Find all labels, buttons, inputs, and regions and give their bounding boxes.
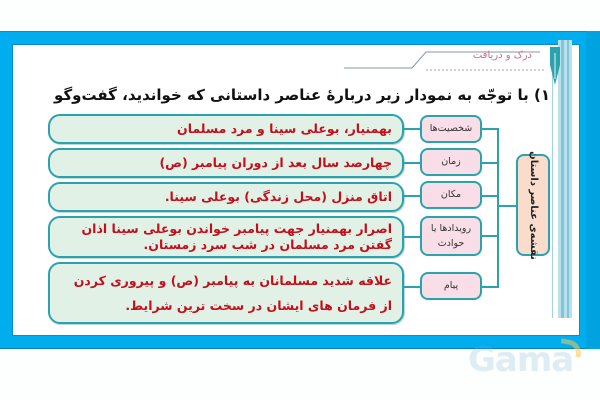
answer-text: اصرار بهمنیار جهت پیامبر خواندن بوعلی سینا اذان گفتن مرد مسلمان در شب سرد زمستان. <box>81 221 392 252</box>
connector <box>404 195 420 197</box>
pen-nib-icon <box>548 45 562 89</box>
connector <box>482 195 498 197</box>
answer-box-place <box>48 182 404 212</box>
answer-text: بهمنیار، بوعلی سینا و مرد مسلمان <box>177 121 392 137</box>
category-time: زمان <box>420 148 482 176</box>
connector <box>482 235 498 237</box>
connector <box>482 128 498 130</box>
answer-box-time <box>48 148 404 178</box>
answer-box-message <box>48 262 404 324</box>
root-node <box>516 150 550 260</box>
section-header <box>340 46 560 76</box>
watermark-logo: Gama <box>468 340 574 380</box>
answer-box-events <box>48 216 404 258</box>
trunk-line <box>497 128 499 288</box>
root-label: نقشه‌ی عناصر داستان <box>527 150 539 260</box>
connector <box>404 128 420 130</box>
answer-text: اتاق منزل (محل زندگی) بوعلی سینا. <box>164 189 392 205</box>
section-label: درک و دریافت <box>472 50 532 61</box>
question-text: ۱) با توجّه به نمودار زیر دربارهٔ عناصر داستانی که خواندید، گفت‌وگو <box>54 86 550 104</box>
category-place: مکان <box>420 181 482 209</box>
answer-text: چهارصد سال بعد از دوران پیامبر (ص) <box>159 155 392 171</box>
connector <box>404 162 420 164</box>
side-divider <box>552 50 553 318</box>
category-characters: شخصیت‌ها <box>420 115 482 143</box>
category-events: رویدادها یا حوادث <box>420 216 482 256</box>
frame-right-edge <box>586 31 600 349</box>
connector <box>404 236 420 238</box>
connector <box>404 286 420 288</box>
answer-box-characters <box>48 114 404 144</box>
answer-text: علاقه شدید مسلمانان به پیامبر (ص) و پیروری کردن از فرمان های ایشان در سخت ترین شرایط. <box>73 273 392 313</box>
connector <box>482 162 498 164</box>
category-message: پیام <box>420 272 482 300</box>
connector <box>482 286 498 288</box>
connector <box>497 205 516 207</box>
